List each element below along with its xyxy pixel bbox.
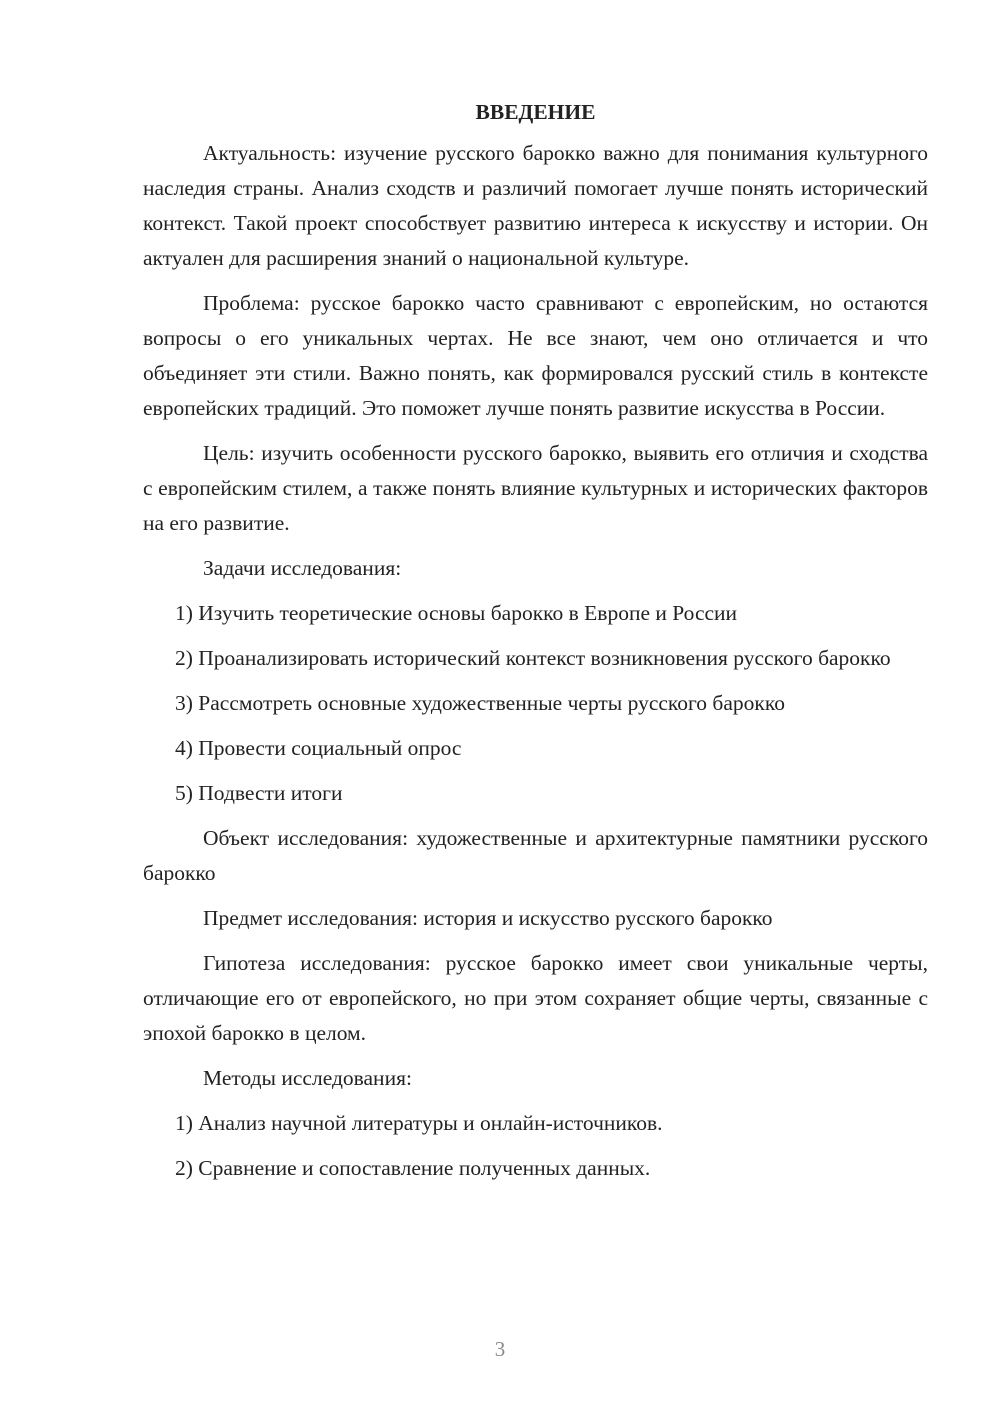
goal-paragraph: Цель: изучить особенности русского барокко, выявить его отличия и сходства с европейским стилем, а также понять влияние культурных и исторических факторов на его развитие. (143, 441, 928, 535)
object-paragraph: Объект исследования: художественные и архитектурные памятники русского барокко (143, 826, 928, 885)
method-item: 2) Сравнение и сопоставление полученных данных. (175, 1156, 651, 1180)
tasks-title: Задачи исследования: (203, 556, 402, 580)
section-heading: ВВЕДЕНИЕ (475, 100, 596, 124)
problem-paragraph: Проблема: русское барокко часто сравнивают с европейским, но остаются вопросы о его уникальных чертах. Не все знают, чем оно отличается и что объединяет эти стили. Важно понять, как формировался русский стиль в контексте европейских традиций. Это поможет лучше понять развитие искусства в России. (143, 291, 928, 420)
task-item: 1) Изучить теоретические основы барокко в Европе и России (175, 601, 738, 625)
page-number: 3 (494, 1337, 506, 1361)
subject-paragraph: Предмет исследования: история и искусство русского барокко (203, 906, 773, 930)
methods-title: Методы исследования: (203, 1066, 412, 1090)
method-item: 1) Анализ научной литературы и онлайн-источников. (175, 1111, 663, 1135)
relevance-paragraph: Актуальность: изучение русского барокко важно для понимания культурного наследия страны. Анализ сходств и различий помогает лучше понять исторический контекст. Такой проект способствует развитию интереса к искусству и истории. Он актуален для расширения знаний о национальной культуре. (143, 141, 928, 270)
task-item: 4) Провести социальный опрос (175, 736, 462, 760)
hypothesis-paragraph: Гипотеза исследования: русское барокко имеет свои уникальные черты, отличающие его от европейского, но при этом сохраняет общие черты, связанные с эпохой барокко в целом. (143, 951, 928, 1045)
task-item: 2) Проанализировать исторический контекст возникновения русского барокко (175, 646, 891, 670)
task-item: 5) Подвести итоги (175, 781, 343, 805)
task-item: 3) Рассмотреть основные художественные черты русского барокко (175, 691, 785, 715)
